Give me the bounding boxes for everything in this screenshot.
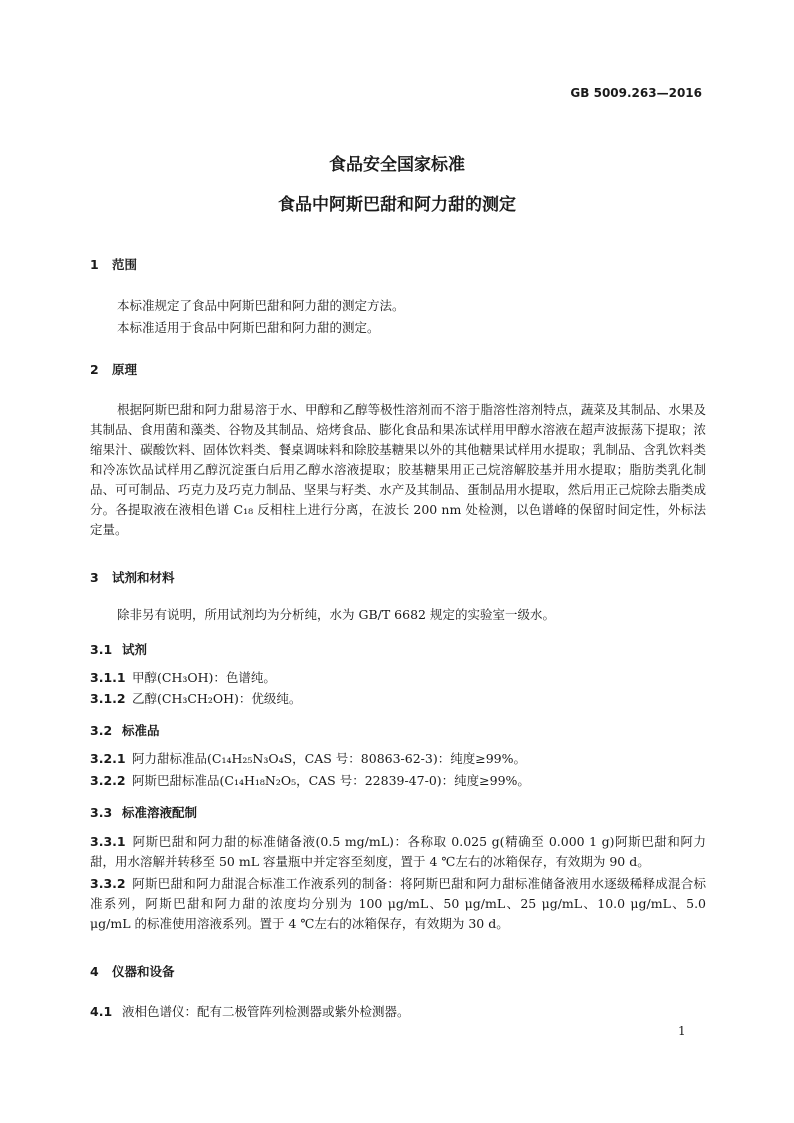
document-title: 食品安全国家标准 <box>329 155 465 175</box>
document-subtitle: 食品中阿斯巴甜和阿力甜的测定 <box>278 195 516 215</box>
section-2-heading <box>90 360 137 378</box>
section-title: 仪器和设备 <box>112 964 175 979</box>
item-3-2-2 <box>90 771 706 791</box>
item-3-1-1 <box>90 668 706 688</box>
item-3-3-2 <box>90 874 706 934</box>
item-text: 液相色谱仪：配有二极管阵列检测器或紫外检测器。 <box>122 1004 410 1019</box>
item-3-3-1 <box>90 832 706 872</box>
section-title: 标准品 <box>122 723 160 738</box>
section-3-1-heading <box>90 640 147 658</box>
item-text: 甲醇(CH₃OH)：色谱纯。 <box>132 670 276 685</box>
item-number: 3.2.2 <box>90 773 126 788</box>
section-number: 1 <box>90 257 99 272</box>
section-number: 2 <box>90 362 99 377</box>
section-title: 原理 <box>112 362 138 377</box>
section-3-paragraph: 除非另有说明，所用试剂均为分析纯，水为 GB/T 6682 规定的实验室一级水。 <box>117 607 555 622</box>
item-number: 4.1 <box>90 1004 113 1019</box>
item-text: 阿斯巴甜和阿力甜的标准储备液(0.5 mg/mL)：各称取 0.025 g(精确至 0.000 1 g)阿斯巴甜和阿力甜，用水溶解并转移至 50 mL 容量瓶中并定容至刻度，置于 4 ℃左右的冰箱保存，有效期为 90 d。 <box>90 834 706 869</box>
section-2-paragraph: 根据阿斯巴甜和阿力甜易溶于水、甲醇和乙醇等极性溶剂而不溶于脂溶性溶剂特点，蔬菜及其制品、水果及其制品、食用菌和藻类、谷物及其制品、焙烤食品、膨化食品和果冻试样用甲醇水溶液在超声波振荡下提取；浓缩果汁、碳酸饮料、固体饮料类、餐桌调味料和除胶基糖果以外的其他糖果试样用水提取；乳制品、含乳饮料类和冷冻饮品试样用乙醇沉淀蛋白后用乙醇水溶液提取；胶基糖果用正己烷溶解胶基并用水提取；脂肪类乳化制品、可可制品、巧克力及巧克力制品、坚果与籽类、水产及其制品、蛋制品用水提取，然后用正己烷除去脂类成分。各提取液在液相色谱 C₁₈ 反相柱上进行分离，在波长 200 nm 处检测，以色谱峰的保留时间定性，外标法定量。 <box>90 402 706 537</box>
section-3-heading <box>90 568 175 586</box>
section-number: 3 <box>90 570 99 585</box>
item-number: 3.3.2 <box>90 876 126 891</box>
item-text: 阿力甜标准品(C₁₄H₂₅N₃O₄S，CAS 号：80863-62-3)：纯度≥99%。 <box>132 751 526 766</box>
item-number: 3.1.2 <box>90 691 126 706</box>
section-3-2-heading <box>90 721 160 739</box>
page-number: 1 <box>678 1024 686 1038</box>
item-text: 乙醇(CH₃CH₂OH)：优级纯。 <box>132 691 302 706</box>
section-1-paragraph-2: 本标准适用于食品中阿斯巴甜和阿力甜的测定。 <box>117 320 380 335</box>
item-3-1-2 <box>90 689 706 709</box>
item-number: 3.3.1 <box>90 834 126 849</box>
section-number: 3.2 <box>90 723 113 738</box>
section-title: 试剂和材料 <box>112 570 175 585</box>
section-title: 标准溶液配制 <box>122 805 198 820</box>
section-4-heading <box>90 962 175 980</box>
section-number: 3.1 <box>90 642 113 657</box>
item-number: 3.1.1 <box>90 670 126 685</box>
section-title: 试剂 <box>122 642 148 657</box>
item-3-2-1 <box>90 749 706 769</box>
section-number: 3.3 <box>90 805 113 820</box>
item-text: 阿斯巴甜标准品(C₁₄H₁₈N₂O₅，CAS 号：22839-47-0)：纯度≥99%。 <box>132 773 530 788</box>
item-number: 3.2.1 <box>90 751 126 766</box>
section-1-heading <box>90 255 137 273</box>
section-number: 4 <box>90 964 99 979</box>
section-title: 范围 <box>112 257 138 272</box>
standard-code: GB 5009.263—2016 <box>570 86 702 100</box>
section-1-paragraph-1: 本标准规定了食品中阿斯巴甜和阿力甜的测定方法。 <box>117 298 405 313</box>
item-4-1 <box>90 1002 706 1022</box>
section-3-3-heading <box>90 803 197 821</box>
item-text: 阿斯巴甜和阿力甜混合标准工作液系列的制备：将阿斯巴甜和阿力甜标准储备液用水逐级稀释成混合标准系列，阿斯巴甜和阿力甜的浓度均分别为 100 μg/mL、50 μg/mL、25 μg/mL、10.0 μg/mL、5.0 μg/mL 的标准使用溶液系列。置于 4 ℃左右的冰箱保存，有效期为 30 d。 <box>90 876 706 931</box>
